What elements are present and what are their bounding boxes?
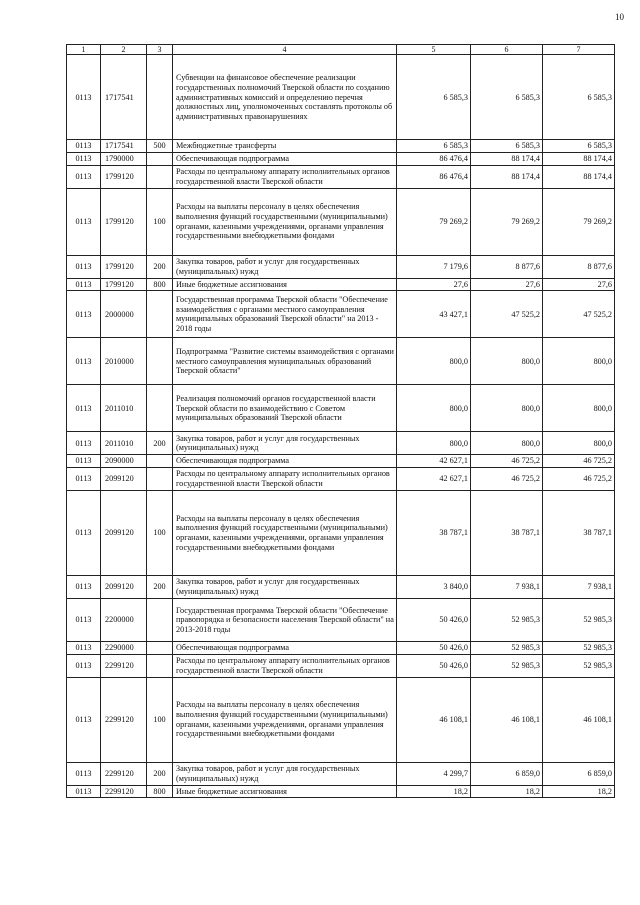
table-row [67,677,615,762]
amount-col7-cell: 27,6 [543,278,615,291]
amount-col7-cell: 6 585,3 [543,55,615,140]
section-code-cell: 0113 [67,188,101,255]
amount-col5-cell: 38 787,1 [397,491,471,576]
table-row [67,338,615,385]
target-code-cell: 2299120 [101,762,147,785]
amount-col5-cell: 18,2 [397,785,471,798]
amount-col5-cell: 86 476,4 [397,153,471,166]
target-code-cell: 2099120 [101,576,147,599]
section-code-cell: 0113 [67,576,101,599]
amount-col7-cell: 8 877,6 [543,255,615,278]
expense-type-cell [147,291,173,338]
item-name-cell: Расходы на выплаты персоналу в целях обеспечения выполнения функций государственными (муниципальными) органами, казенными учреждениями, органами управления государственными внебюджетными фондами [173,188,397,255]
amount-col5-cell: 6 585,3 [397,140,471,153]
col-header-4: 4 [173,45,397,55]
amount-col6-cell: 88 174,4 [471,153,543,166]
col-header-5: 5 [397,45,471,55]
col-header-7: 7 [543,45,615,55]
amount-col6-cell: 88 174,4 [471,165,543,188]
amount-col5-cell: 42 627,1 [397,468,471,491]
amount-col5-cell: 800,0 [397,385,471,432]
section-code-cell: 0113 [67,654,101,677]
amount-col7-cell: 88 174,4 [543,153,615,166]
amount-col7-cell: 88 174,4 [543,165,615,188]
amount-col7-cell: 46 725,2 [543,455,615,468]
target-code-cell: 2299120 [101,677,147,762]
section-code-cell: 0113 [67,165,101,188]
target-code-cell: 2099120 [101,491,147,576]
target-code-cell: 1799120 [101,188,147,255]
item-name-cell: Межбюджетные трансферты [173,140,397,153]
target-code-cell: 1799120 [101,278,147,291]
col-header-6: 6 [471,45,543,55]
amount-col6-cell: 47 525,2 [471,291,543,338]
target-code-cell: 1790000 [101,153,147,166]
col-header-3: 3 [147,45,173,55]
expense-type-cell: 100 [147,677,173,762]
expense-type-cell: 200 [147,576,173,599]
expense-type-cell: 100 [147,188,173,255]
expense-type-cell [147,455,173,468]
amount-col6-cell: 27,6 [471,278,543,291]
target-code-cell: 2010000 [101,338,147,385]
amount-col5-cell: 43 427,1 [397,291,471,338]
table-row [67,599,615,642]
table-row [67,642,615,655]
amount-col5-cell: 800,0 [397,432,471,455]
amount-col5-cell: 50 426,0 [397,599,471,642]
amount-col6-cell: 52 985,3 [471,642,543,655]
item-name-cell: Иные бюджетные ассигнования [173,785,397,798]
amount-col6-cell: 8 877,6 [471,255,543,278]
item-name-cell: Закупка товаров, работ и услуг для государственных (муниципальных) нужд [173,255,397,278]
table-row [67,785,615,798]
amount-col6-cell: 79 269,2 [471,188,543,255]
amount-col6-cell: 800,0 [471,338,543,385]
table-row [67,762,615,785]
amount-col6-cell: 46 725,2 [471,468,543,491]
col-header-1: 1 [67,45,101,55]
col-header-2: 2 [101,45,147,55]
expense-type-cell: 800 [147,785,173,798]
amount-col7-cell: 47 525,2 [543,291,615,338]
amount-col6-cell: 52 985,3 [471,654,543,677]
amount-col5-cell: 50 426,0 [397,642,471,655]
amount-col6-cell: 800,0 [471,385,543,432]
table-row [67,255,615,278]
table-row [67,291,615,338]
table-row [67,576,615,599]
item-name-cell: Государственная программа Тверской области "Обеспечение взаимодействия с органами местного самоуправления муниципальных образований Тверской области" на 2013 - 2018 годы [173,291,397,338]
target-code-cell: 2290000 [101,642,147,655]
section-code-cell: 0113 [67,642,101,655]
amount-col7-cell: 800,0 [543,385,615,432]
item-name-cell: Реализация полномочий органов государственной власти Тверской области по взаимодействию с Советом муниципальных образований Тверской области [173,385,397,432]
amount-col7-cell: 6 585,3 [543,140,615,153]
amount-col7-cell: 6 859,0 [543,762,615,785]
item-name-cell: Расходы на выплаты персоналу в целях обеспечения выполнения функций государственными (муниципальными) органами, казенными учреждениями, органами управления государственными внебюджетными фондами [173,491,397,576]
item-name-cell: Расходы на выплаты персоналу в целях обеспечения выполнения функций государственными (муниципальными) органами, казенными учреждениями, органами управления государственными внебюджетными фондами [173,677,397,762]
item-name-cell: Закупка товаров, работ и услуг для государственных (муниципальных) нужд [173,762,397,785]
amount-col5-cell: 50 426,0 [397,654,471,677]
expense-type-cell [147,654,173,677]
amount-col7-cell: 52 985,3 [543,599,615,642]
amount-col6-cell: 6 585,3 [471,55,543,140]
expense-type-cell: 200 [147,255,173,278]
expense-type-cell [147,165,173,188]
expense-type-cell [147,55,173,140]
target-code-cell: 2011010 [101,385,147,432]
section-code-cell: 0113 [67,785,101,798]
target-code-cell: 2200000 [101,599,147,642]
target-code-cell: 1717541 [101,55,147,140]
expense-type-cell [147,385,173,432]
amount-col6-cell: 46 108,1 [471,677,543,762]
amount-col7-cell: 52 985,3 [543,642,615,655]
expense-type-cell: 100 [147,491,173,576]
target-code-cell: 1799120 [101,165,147,188]
amount-col5-cell: 6 585,3 [397,55,471,140]
section-code-cell: 0113 [67,255,101,278]
target-code-cell: 1799120 [101,255,147,278]
item-name-cell: Закупка товаров, работ и услуг для государственных (муниципальных) нужд [173,432,397,455]
expense-type-cell: 500 [147,140,173,153]
amount-col7-cell: 18,2 [543,785,615,798]
amount-col6-cell: 46 725,2 [471,455,543,468]
amount-col6-cell: 800,0 [471,432,543,455]
table-row [67,654,615,677]
section-code-cell: 0113 [67,153,101,166]
amount-col5-cell: 4 299,7 [397,762,471,785]
target-code-cell: 2090000 [101,455,147,468]
amount-col6-cell: 7 938,1 [471,576,543,599]
table-row [67,468,615,491]
section-code-cell: 0113 [67,291,101,338]
table-row [67,491,615,576]
amount-col5-cell: 46 108,1 [397,677,471,762]
amount-col7-cell: 46 108,1 [543,677,615,762]
section-code-cell: 0113 [67,55,101,140]
item-name-cell: Субвенции на финансовое обеспечение реализации государственных полномочий Тверской области по созданию административных комиссий и определению перечня должностных лиц, уполномоченных составлять протоколы об административных правонарушениях [173,55,397,140]
section-code-cell: 0113 [67,432,101,455]
item-name-cell: Обеспечивающая подпрограмма [173,153,397,166]
section-code-cell: 0113 [67,762,101,785]
expense-type-cell [147,642,173,655]
expense-type-cell: 200 [147,762,173,785]
section-code-cell: 0113 [67,491,101,576]
target-code-cell: 2099120 [101,468,147,491]
section-code-cell: 0113 [67,599,101,642]
expense-type-cell [147,599,173,642]
table-row [67,385,615,432]
section-code-cell: 0113 [67,338,101,385]
expense-type-cell: 800 [147,278,173,291]
table-row [67,165,615,188]
table-row [67,140,615,153]
amount-col6-cell: 6 585,3 [471,140,543,153]
item-name-cell: Расходы по центральному аппарату исполнительных органов государственной власти Тверской области [173,654,397,677]
table-row [67,278,615,291]
item-name-cell: Государственная программа Тверской области "Обеспечение правопорядка и безопасности населения Тверской области" на 2013-2018 годы [173,599,397,642]
item-name-cell: Иные бюджетные ассигнования [173,278,397,291]
section-code-cell: 0113 [67,455,101,468]
section-code-cell: 0113 [67,468,101,491]
amount-col5-cell: 800,0 [397,338,471,385]
amount-col6-cell: 52 985,3 [471,599,543,642]
expense-type-cell: 200 [147,432,173,455]
amount-col5-cell: 79 269,2 [397,188,471,255]
item-name-cell: Расходы по центральному аппарату исполнительных органов государственной власти Тверской области [173,165,397,188]
amount-col6-cell: 18,2 [471,785,543,798]
amount-col7-cell: 800,0 [543,432,615,455]
expense-type-cell [147,338,173,385]
target-code-cell: 2299120 [101,654,147,677]
expense-type-cell [147,153,173,166]
item-name-cell: Расходы по центральному аппарату исполнительных органов государственной власти Тверской области [173,468,397,491]
section-code-cell: 0113 [67,140,101,153]
section-code-cell: 0113 [67,385,101,432]
table-row [67,432,615,455]
item-name-cell: Подпрограмма "Развитие системы взаимодействия с органами местного самоуправления муниципальных образований Тверской области" [173,338,397,385]
section-code-cell: 0113 [67,677,101,762]
budget-table [66,44,615,798]
target-code-cell: 1717541 [101,140,147,153]
amount-col7-cell: 7 938,1 [543,576,615,599]
table-row [67,153,615,166]
page-number: 10 [615,12,624,22]
target-code-cell: 2011010 [101,432,147,455]
amount-col5-cell: 7 179,6 [397,255,471,278]
table-row [67,188,615,255]
amount-col7-cell: 800,0 [543,338,615,385]
item-name-cell: Закупка товаров, работ и услуг для государственных (муниципальных) нужд [173,576,397,599]
section-code-cell: 0113 [67,278,101,291]
expense-type-cell [147,468,173,491]
item-name-cell: Обеспечивающая подпрограмма [173,455,397,468]
amount-col5-cell: 3 840,0 [397,576,471,599]
column-number-row [67,45,615,55]
amount-col5-cell: 27,6 [397,278,471,291]
amount-col7-cell: 52 985,3 [543,654,615,677]
amount-col7-cell: 38 787,1 [543,491,615,576]
amount-col6-cell: 38 787,1 [471,491,543,576]
amount-col7-cell: 79 269,2 [543,188,615,255]
table-row [67,455,615,468]
amount-col5-cell: 86 476,4 [397,165,471,188]
amount-col7-cell: 46 725,2 [543,468,615,491]
target-code-cell: 2299120 [101,785,147,798]
item-name-cell: Обеспечивающая подпрограмма [173,642,397,655]
table-row [67,55,615,140]
target-code-cell: 2000000 [101,291,147,338]
amount-col5-cell: 42 627,1 [397,455,471,468]
amount-col6-cell: 6 859,0 [471,762,543,785]
